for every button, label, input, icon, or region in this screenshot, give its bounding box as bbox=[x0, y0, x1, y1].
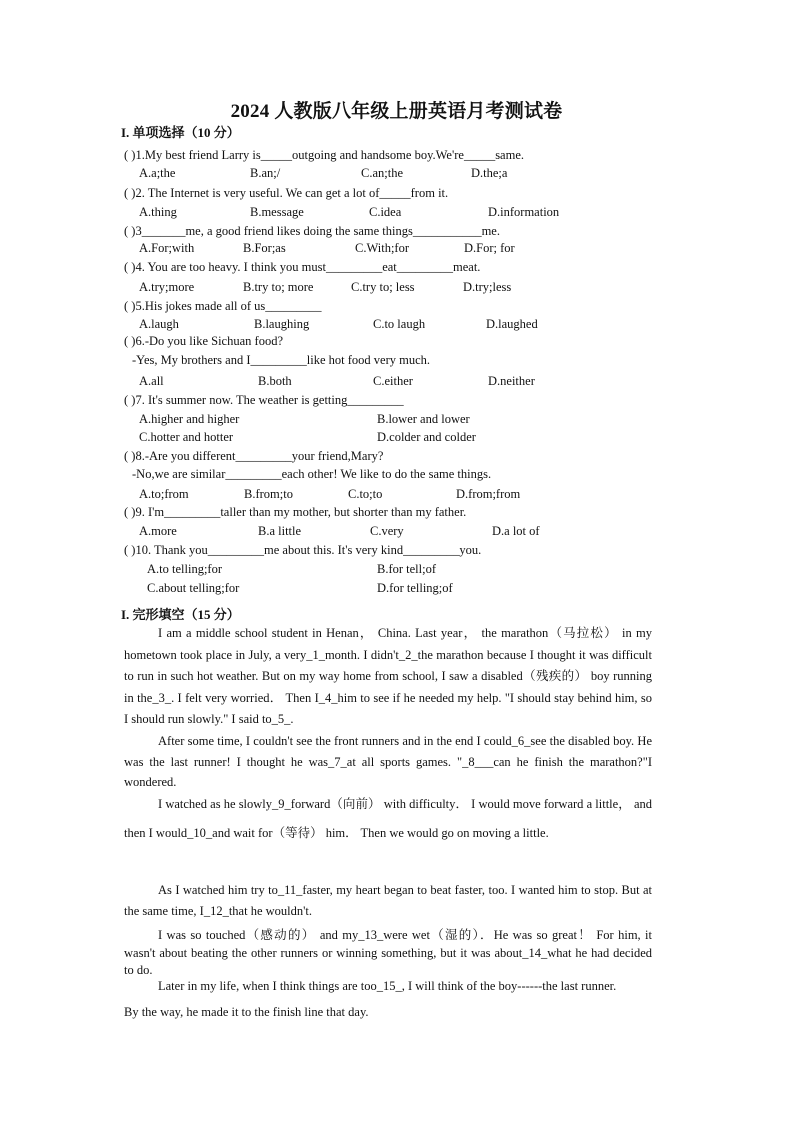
question-3-options bbox=[139, 241, 659, 259]
question-9: ( )9. I'm_________taller than my mother, but shorter than my father. bbox=[124, 505, 467, 519]
cloze-paragraph-2: After some time, I couldn't see the front runners and in the end I could_6_see the disabled boy. He was the last runner! I thought he was_7_at all sports games. "_8___can he finish the marathon?"I wondered. bbox=[124, 734, 652, 789]
option-a: A.thing bbox=[139, 205, 177, 219]
option-c: C.either bbox=[373, 374, 413, 388]
option-b: B.from;to bbox=[244, 487, 293, 501]
option-a: A.For;with bbox=[139, 241, 195, 255]
cloze-paragraph-7: By the way, he made it to the finish line that day. bbox=[124, 1005, 369, 1019]
question-8: ( )8.-Are you different_________your friend,Mary? bbox=[124, 449, 384, 463]
option-b: B.lower and lower bbox=[377, 412, 470, 426]
question-9-options bbox=[139, 524, 659, 542]
option-b: B.try to; more bbox=[243, 280, 314, 294]
option-c: C.try to; less bbox=[351, 280, 415, 294]
option-d: D.from;from bbox=[456, 487, 521, 501]
question-6-line-2: -Yes, My brothers and I_________like hot food very much. bbox=[132, 353, 430, 367]
option-d: D.information bbox=[488, 205, 560, 219]
option-b: B.both bbox=[258, 374, 292, 388]
question-10: ( )10. Thank you_________me about this. It's very kind_________you. bbox=[124, 543, 482, 557]
question-1-options bbox=[139, 166, 659, 184]
cloze-paragraph-1: I am a middle school student in Henan， China. Last year， the marathon（马拉松） in my hometown took place in July, a very_1_month. I didn't_2_the marathon because I thought it was difficult to run in such hot weather. But on my way home from school, I saw a disabled（残疾的） boy running in the_3_. I felt very worried． Then I_4_him to see if he needed my help. "I should stay behind him, so I should run slowly." I said to_5_. bbox=[124, 626, 652, 726]
cloze-paragraph-5: I was so touched（感动的） and my_13_were wet（湿的）．He was so great！ For him, it wasn't about beating the other runners or winning something, but it was about_14_what he had decided to do. bbox=[124, 928, 652, 977]
option-a: A.more bbox=[139, 524, 177, 538]
option-b: B.a little bbox=[258, 524, 302, 538]
option-a: A.to telling;for bbox=[147, 562, 222, 576]
option-b: B.for tell;of bbox=[377, 562, 437, 576]
option-d: D.neither bbox=[488, 374, 535, 388]
option-a: A.try;more bbox=[139, 280, 195, 294]
option-b: B.laughing bbox=[254, 317, 310, 331]
question-6-options bbox=[139, 374, 659, 392]
option-a: A.laugh bbox=[139, 317, 179, 331]
option-c: C.to;to bbox=[348, 487, 383, 501]
option-c: C.hotter and hotter bbox=[139, 430, 234, 444]
option-d: D.For; for bbox=[464, 241, 515, 255]
option-a: A.to;from bbox=[139, 487, 189, 501]
question-4-options bbox=[139, 280, 659, 298]
option-a: A.all bbox=[139, 374, 164, 388]
cloze-paragraph-3: I watched as he slowly_9_forward（向前） with difficulty． I would move forward a little， and then I would_10_and wait for（等待） him． Then we would go on moving a little. bbox=[124, 797, 652, 840]
question-7-options-row-2 bbox=[139, 430, 659, 448]
question-4: ( )4. You are too heavy. I think you must_________eat_________meat. bbox=[124, 260, 481, 274]
question-7: ( )7. It's summer now. The weather is getting_________ bbox=[124, 393, 404, 407]
section-heading-cloze: I. 完形填空（15 分） bbox=[121, 607, 240, 622]
section-heading-single-choice: I. 单项选择（10 分） bbox=[121, 125, 240, 140]
option-c: C.With;for bbox=[355, 241, 410, 255]
question-5-options bbox=[139, 317, 659, 335]
question-3: ( )3_______me, a good friend likes doing the same things___________me. bbox=[124, 224, 500, 238]
cloze-paragraph-6: Later in my life, when I think things are too_15_, I will think of the boy------the last runner. bbox=[158, 979, 617, 993]
question-7-options-row-1 bbox=[139, 412, 659, 430]
option-c: C.idea bbox=[369, 205, 402, 219]
option-c: C.very bbox=[370, 524, 404, 538]
page-title: 2024 人教版八年级上册英语月考测试卷 bbox=[230, 101, 563, 122]
question-10-options-row-1 bbox=[147, 562, 667, 580]
question-6: ( )6.-Do you like Sichuan food? bbox=[124, 334, 283, 348]
question-10-options-row-2 bbox=[147, 581, 667, 599]
option-c: C.to laugh bbox=[373, 317, 426, 331]
option-b: B.an;/ bbox=[250, 166, 281, 180]
cloze-paragraph-4: As I watched him try to_11_faster, my heart began to beat faster, too. I wanted him to stop. But at the same time, I_12_that he wouldn't. bbox=[124, 883, 652, 918]
question-8-options bbox=[139, 487, 659, 505]
option-a: A.a;the bbox=[139, 166, 176, 180]
option-d: D.laughed bbox=[486, 317, 538, 331]
option-d: D.the;a bbox=[471, 166, 508, 180]
option-c: C.about telling;for bbox=[147, 581, 240, 595]
question-1: ( )1.My best friend Larry is_____outgoing and handsome boy.We're_____same. bbox=[124, 148, 524, 162]
option-d: D.colder and colder bbox=[377, 430, 476, 444]
option-d: D.for telling;of bbox=[377, 581, 453, 595]
question-2: ( )2. The Internet is very useful. We can get a lot of_____from it. bbox=[124, 186, 449, 200]
option-c: C.an;the bbox=[361, 166, 404, 180]
question-8-line-2: -No,we are similar_________each other! We like to do the same things. bbox=[132, 467, 492, 481]
question-5: ( )5.His jokes made all of us_________ bbox=[124, 299, 322, 313]
option-d: D.try;less bbox=[463, 280, 512, 294]
question-2-options bbox=[139, 205, 659, 223]
option-b: B.message bbox=[250, 205, 304, 219]
option-b: B.For;as bbox=[243, 241, 286, 255]
option-d: D.a lot of bbox=[492, 524, 540, 538]
option-a: A.higher and higher bbox=[139, 412, 240, 426]
